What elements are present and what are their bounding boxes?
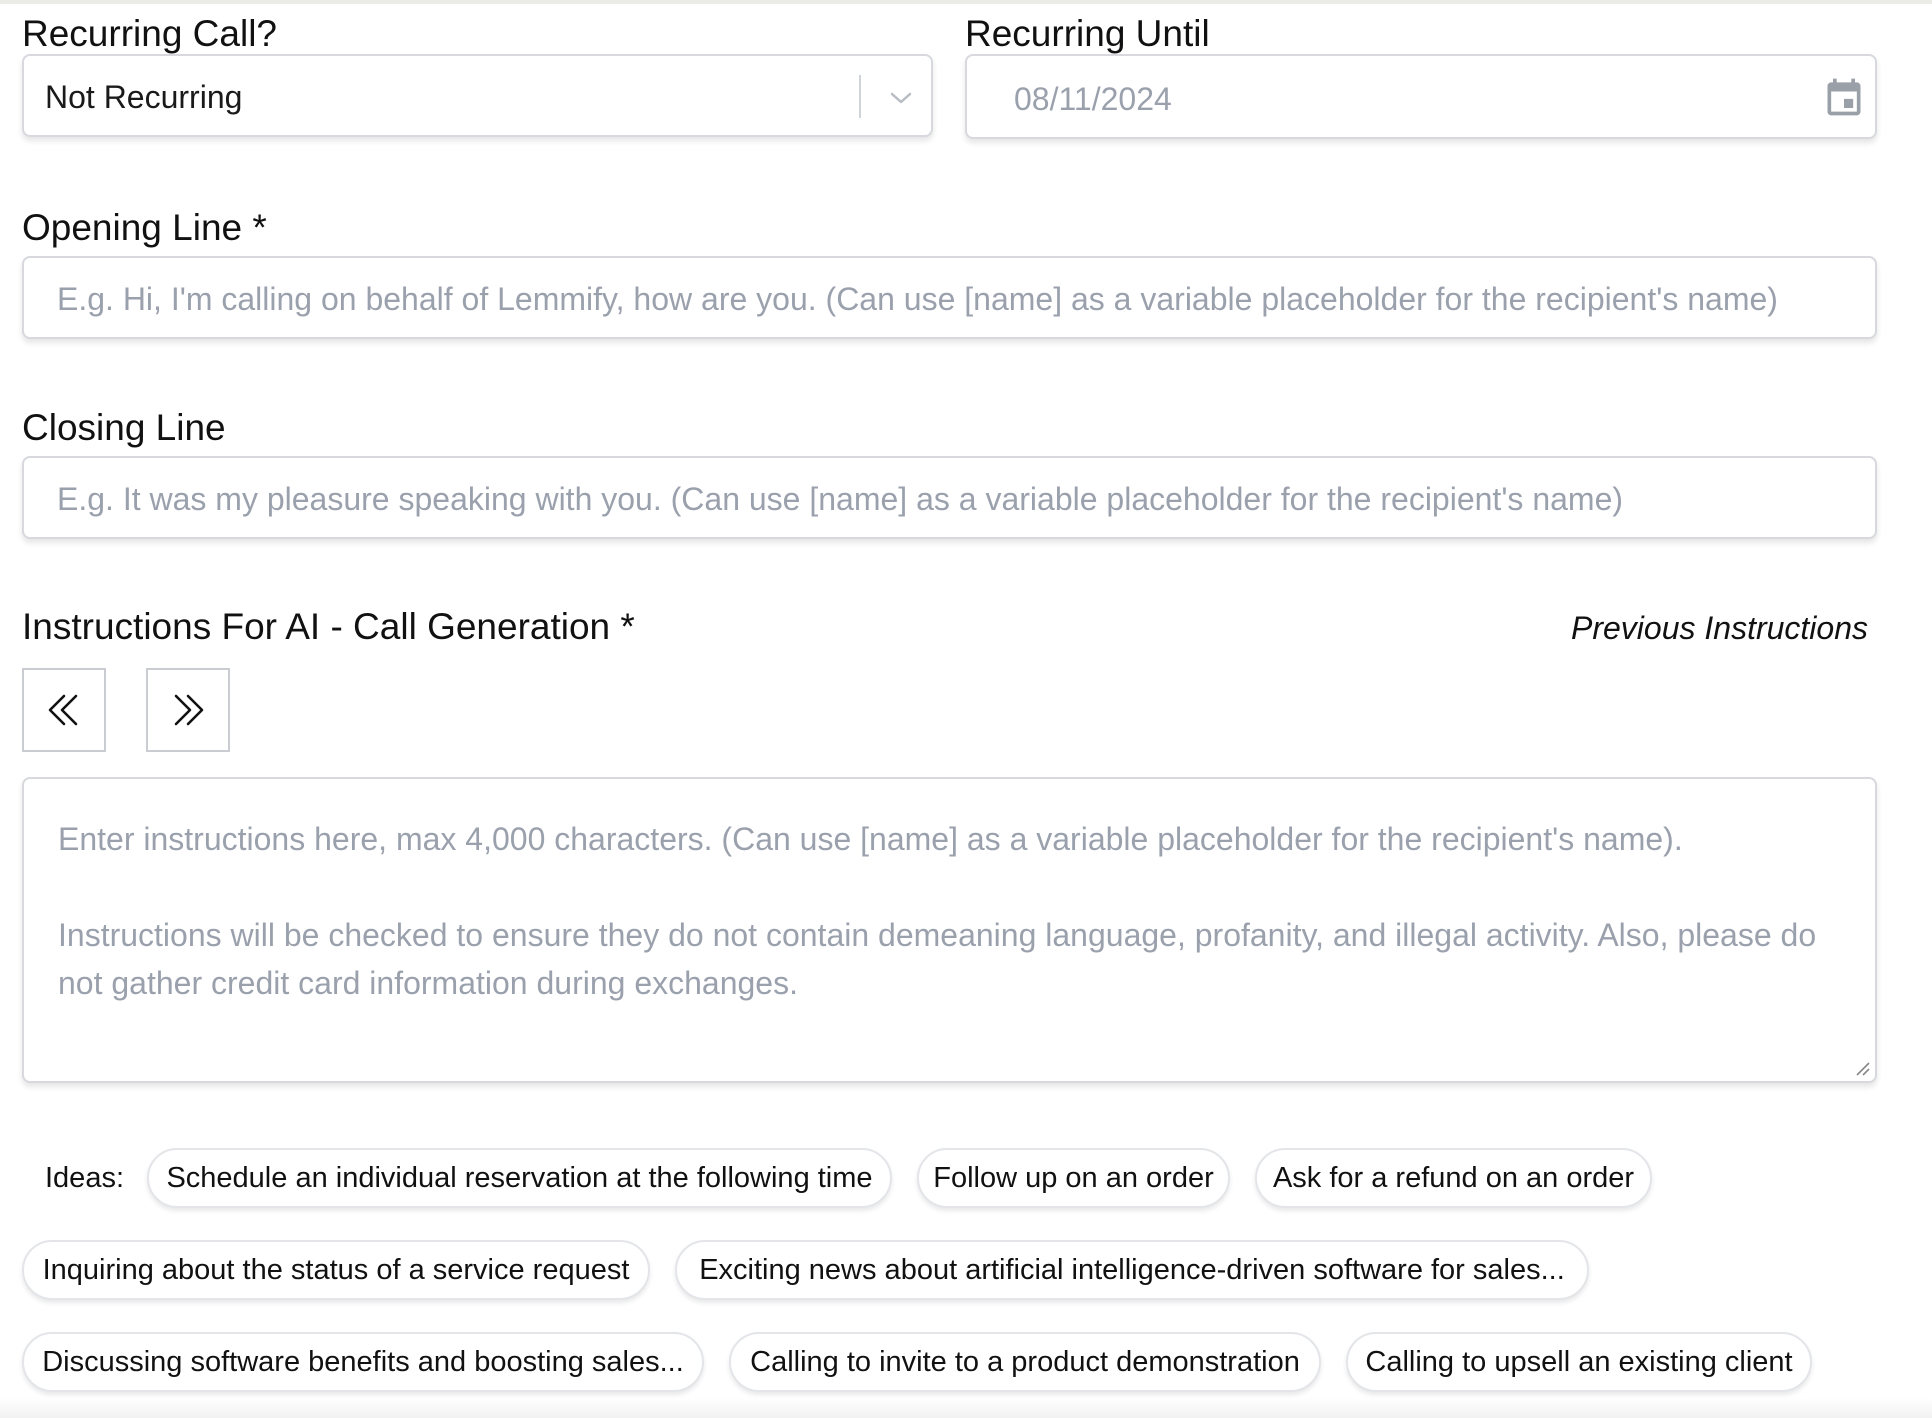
bottom-fade xyxy=(0,1398,1932,1418)
instructions-placeholder-line-1: Enter instructions here, max 4,000 characters. (Can use [name] as a variable placeholder for the recipient's name). xyxy=(58,821,1683,857)
opening-line-placeholder: E.g. Hi, I'm calling on behalf of Lemmify, how are you. (Can use [name] as a variable placeholder for the recipient's name) xyxy=(57,281,1778,317)
closing-line-label: Closing Line xyxy=(22,407,226,448)
idea-chip-service-request-status[interactable]: Inquiring about the status of a service request xyxy=(22,1240,650,1300)
instructions-placeholder xyxy=(58,815,1835,1007)
double-chevron-left-icon xyxy=(44,690,84,730)
resize-handle-icon[interactable] xyxy=(1853,1059,1871,1077)
idea-chip-ask-refund[interactable]: Ask for a refund on an order xyxy=(1255,1148,1652,1208)
recurring-until-date-input[interactable] xyxy=(965,54,1877,139)
closing-line-input[interactable] xyxy=(22,456,1877,539)
chevron-down-icon[interactable] xyxy=(886,83,916,113)
calendar-icon[interactable] xyxy=(1822,75,1866,119)
recurring-until-value: 08/11/2024 xyxy=(1014,81,1172,117)
select-separator xyxy=(859,75,861,118)
double-chevron-right-icon xyxy=(168,690,208,730)
idea-chip-follow-up-order[interactable]: Follow up on an order xyxy=(917,1148,1230,1208)
idea-chip-upsell-client[interactable]: Calling to upsell an existing client xyxy=(1346,1332,1812,1392)
next-instruction-button[interactable] xyxy=(146,668,230,752)
ideas-label: Ideas: xyxy=(45,1162,124,1194)
recurring-call-selected-value: Not Recurring xyxy=(45,79,243,115)
recurring-until-label: Recurring Until xyxy=(965,13,1210,54)
instructions-placeholder-line-2: Instructions will be checked to ensure they do not contain demeaning language, profanity, and illegal activity. Also, please do not gather credit card information during exchanges. xyxy=(58,917,1817,1001)
closing-line-placeholder: E.g. It was my pleasure speaking with you. (Can use [name] as a variable placeholder for the recipient's name) xyxy=(57,481,1624,517)
idea-chip-ai-software-news[interactable]: Exciting news about artificial intelligence-driven software for sales... xyxy=(675,1240,1589,1300)
opening-line-input[interactable] xyxy=(22,256,1877,339)
instructions-label: Instructions For AI - Call Generation * xyxy=(22,606,635,647)
opening-line-label: Opening Line * xyxy=(22,207,267,248)
instructions-textarea[interactable] xyxy=(22,777,1877,1083)
idea-chip-software-benefits[interactable]: Discussing software benefits and boosting sales... xyxy=(22,1332,704,1392)
recurring-call-label: Recurring Call? xyxy=(22,13,277,54)
previous-instruction-button[interactable] xyxy=(22,668,106,752)
previous-instructions-link[interactable]: Previous Instructions xyxy=(1570,610,1868,646)
top-divider xyxy=(0,0,1932,4)
idea-chip-product-demonstration[interactable]: Calling to invite to a product demonstration xyxy=(729,1332,1321,1392)
idea-chip-schedule-reservation[interactable]: Schedule an individual reservation at the following time xyxy=(147,1148,892,1208)
recurring-call-select[interactable] xyxy=(22,54,933,137)
